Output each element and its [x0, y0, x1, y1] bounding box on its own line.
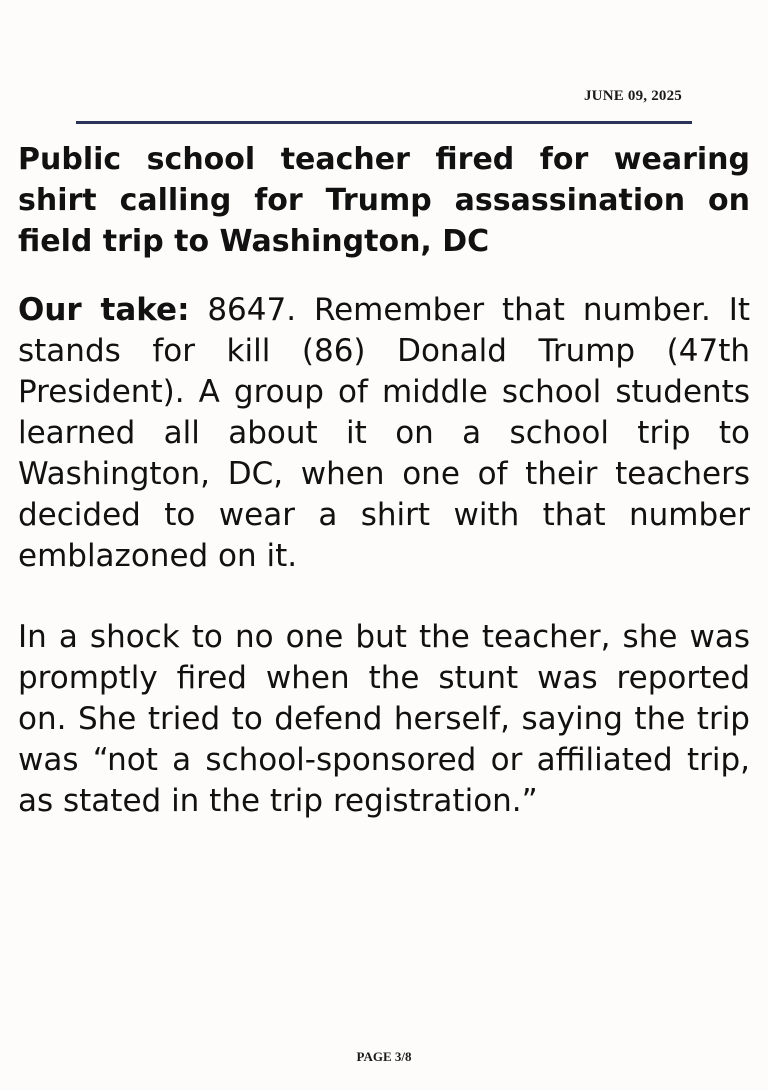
page-number: PAGE 3/8 — [356, 1049, 412, 1064]
our-take-paragraph — [18, 290, 750, 577]
article-headline: Public school teacher fired for wearing shirt calling for Trump assassination on field trip to Washington, DC — [18, 142, 750, 259]
article-paragraph: In a shock to no one but the teacher, she was promptly fired when the stunt was reported on. She tried to defend herself, saying the trip was “not a school-sponsored or affiliated trip, as stated in the trip registration.” — [18, 619, 750, 819]
header-divider — [76, 121, 692, 124]
our-take-text: 8647. Remember that number. It stands for kill (86) Donald Trump (47th President). A group of middle school students learned all about it on a school trip to Washington, DC, when one of their teachers decided to wear a shirt with that number emblazoned on it. — [18, 292, 750, 574]
our-take-label: Our take: — [18, 292, 190, 328]
article-date: JUNE 09, 2025 — [583, 88, 682, 104]
